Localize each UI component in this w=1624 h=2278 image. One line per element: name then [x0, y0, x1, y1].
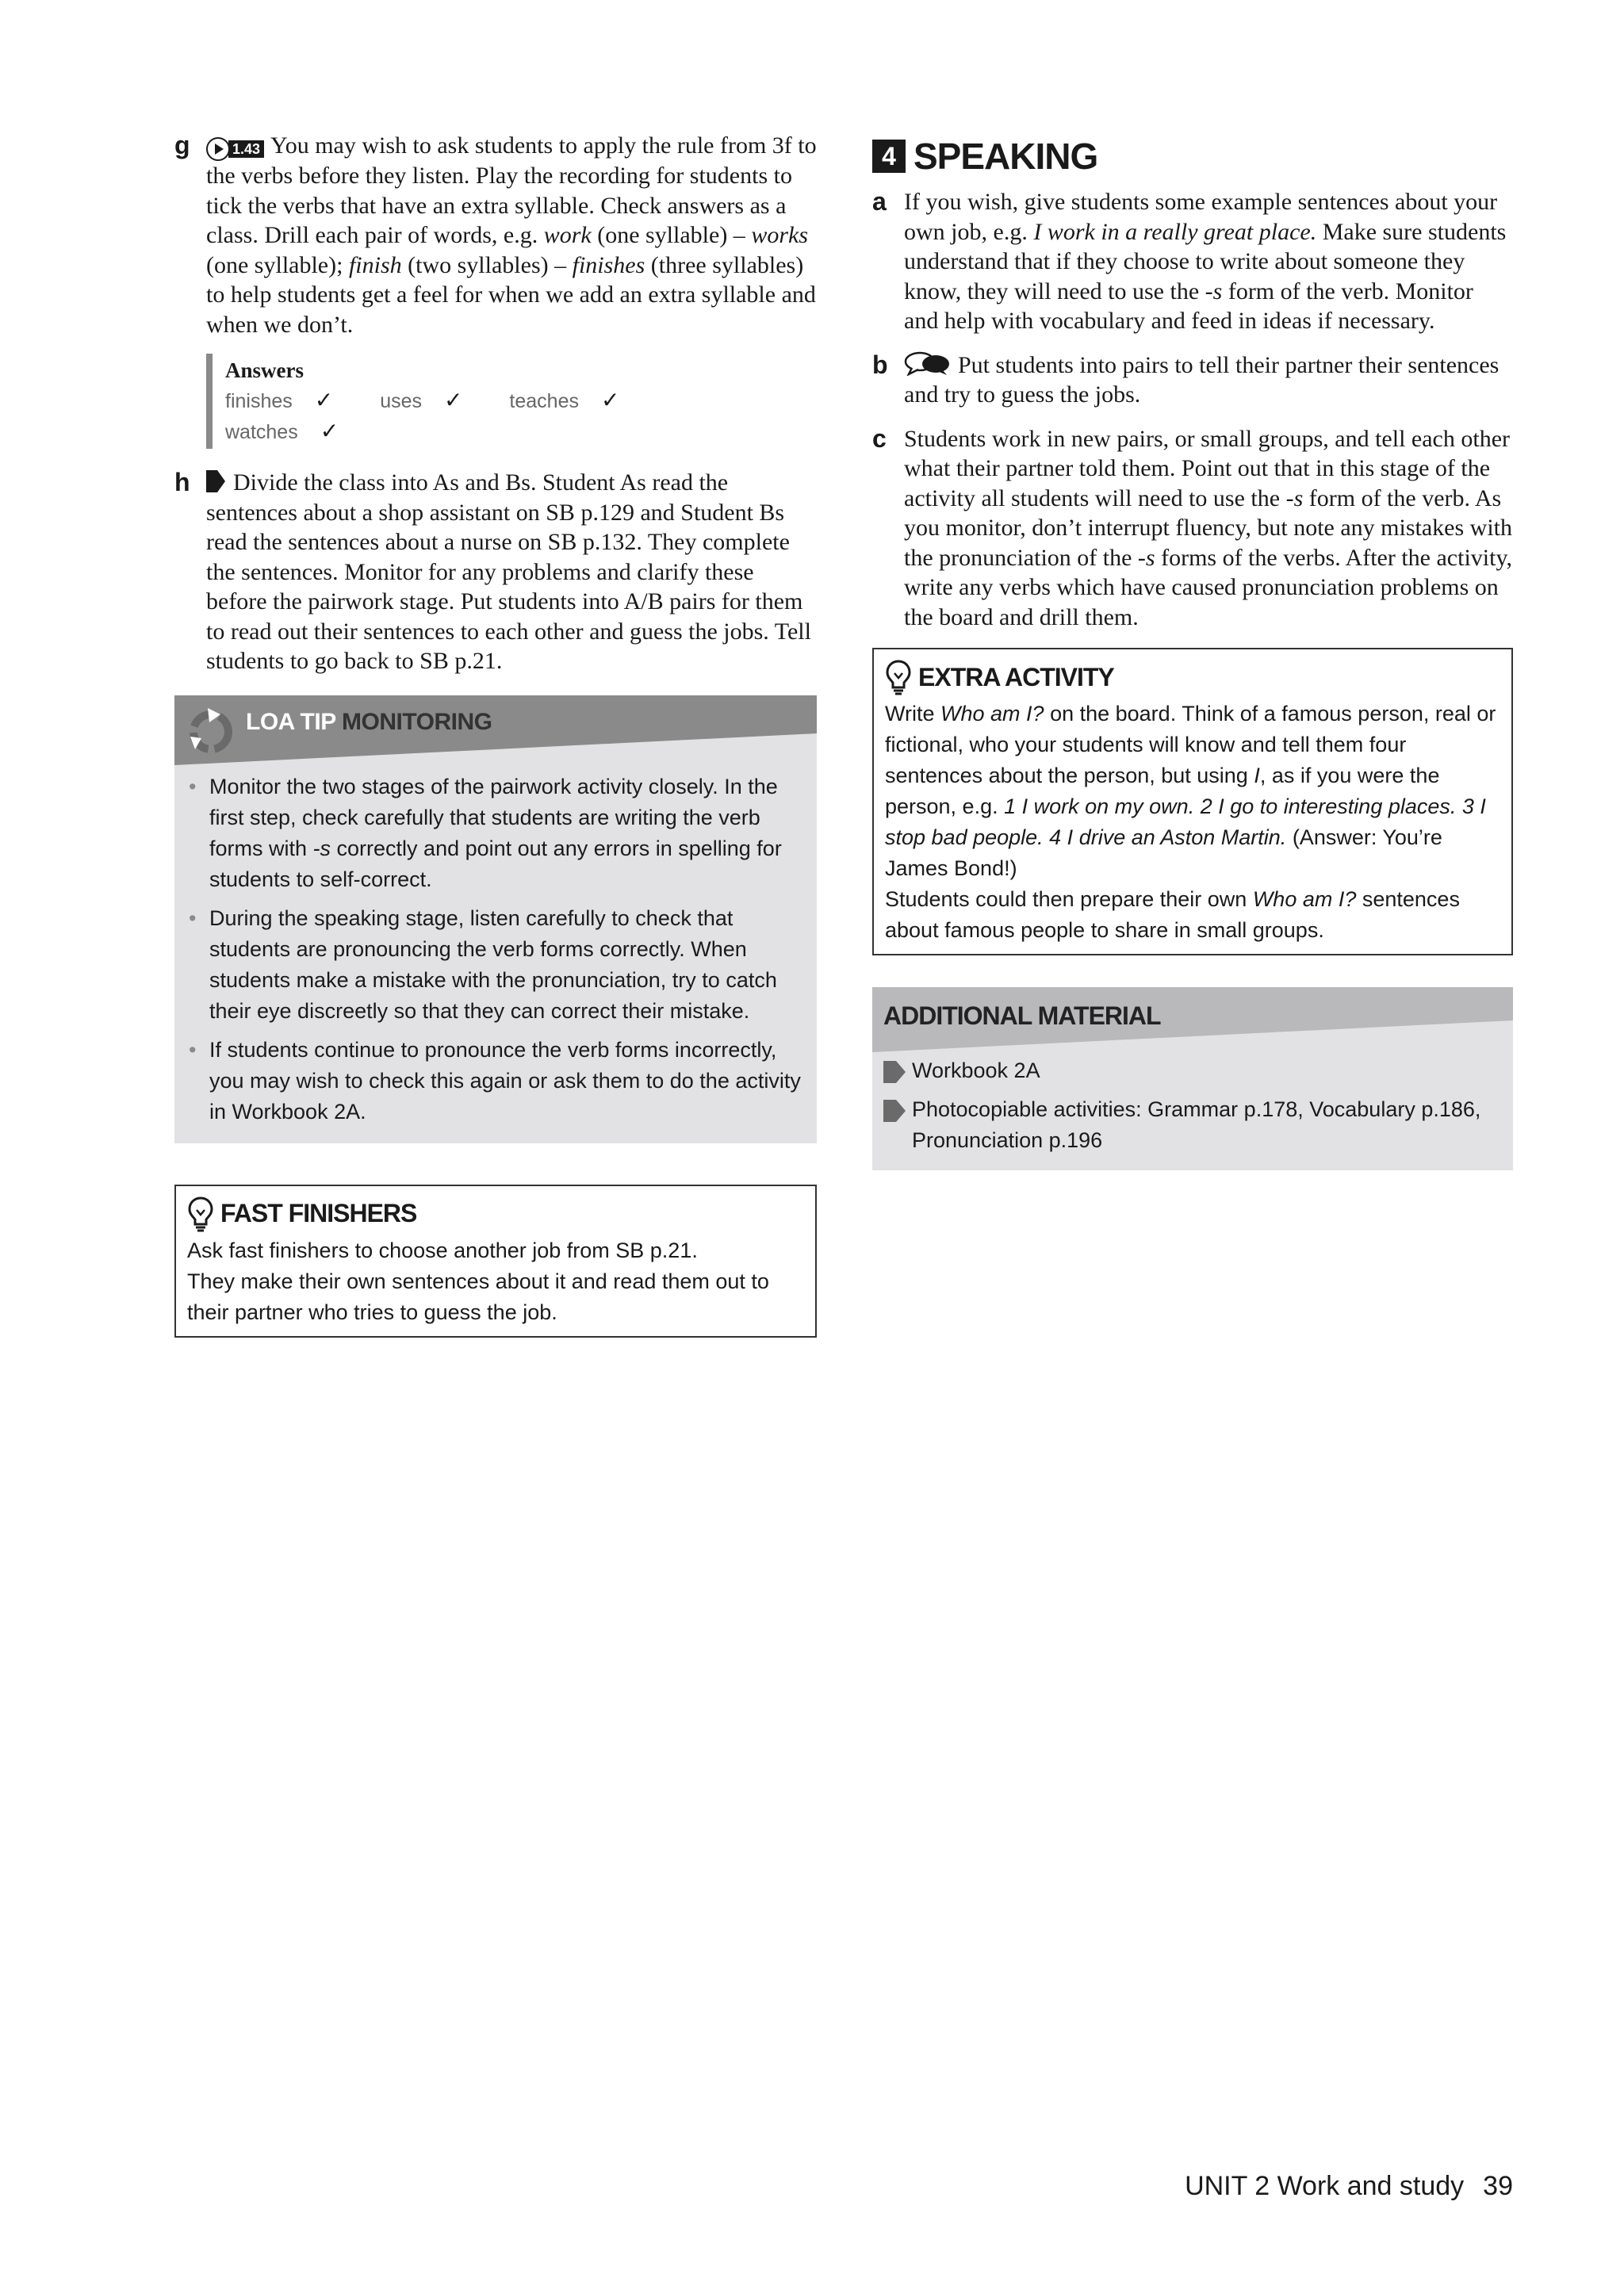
loa-bullet: • Monitor the two stages of the pairwork activity closely. In the first step, check carefully that students are writing the verb forms with -s correctly and point out any errors in spelling for students to self-correct. — [186, 771, 801, 895]
exercise-g — [174, 131, 817, 339]
audio-play-icon[interactable] — [206, 137, 264, 161]
tick-icon: ✓ — [320, 419, 339, 443]
example-word: works — [751, 222, 808, 248]
exercise-letter: g — [174, 131, 190, 159]
fast-finishers-line: Ask fast finishers to choose another job from SB p.21. — [187, 1238, 698, 1262]
exercise-text: Divide the class into As and Bs. Student As read the sentences about a shop assistant on SB p.129 and Student Bs read the sentences about a nurse on SB p.132. They complete the sentences. Monitor for any problems and clarify these before the pairwork stage. Put students into A/B pairs for them to read out their sentences to each other and guess the jobs. Tell students to go back to SB p.21. — [206, 469, 811, 674]
additional-material-text: Photocopiable activities: Grammar p.178, Vocabulary p.186, Pronunciation p.196 — [912, 1097, 1481, 1152]
example-sentence: I work in a really great place. — [1033, 218, 1317, 245]
tick-icon: ✓ — [314, 388, 334, 412]
exercise-text: (three syllables) to help students get a feel for when we add an extra syllable and when we don’t. — [206, 251, 816, 338]
exercise-a — [872, 187, 1513, 336]
exercise-text: Make sure students understand that if they choose to write about someone they know, they will need to use the — [904, 218, 1507, 304]
example-word: work — [543, 222, 592, 248]
loa-tip-body — [174, 765, 817, 1143]
answer-item: watches ✓ — [225, 419, 339, 443]
extra-activity-paragraph: Students could then prepare their own Who am I? sentences about famous people to share in small groups. — [885, 887, 1460, 942]
fast-finishers-box — [174, 1185, 817, 1338]
unit-title: UNIT 2 Work and study — [1185, 2171, 1465, 2201]
fast-finishers-title: FAST FINISHERS — [220, 1199, 417, 1227]
tick-icon: ✓ — [600, 388, 620, 412]
exercise-letter: b — [872, 350, 888, 379]
exercise-text: (two syllables) – — [401, 251, 573, 278]
answer-item: uses ✓ — [380, 388, 463, 412]
additional-material-item — [883, 1055, 1500, 1086]
lightbulb-icon — [187, 1196, 214, 1232]
right-column — [872, 135, 1513, 1170]
fast-finishers-text — [187, 1235, 804, 1328]
loa-tip-label: LOA TIP — [246, 708, 336, 735]
lightbulb-icon — [885, 659, 912, 695]
loa-bullet: • If students continue to pronounce the verb forms incorrectly, you may wish to check this again or ask them to do the activity in Workbook 2A. — [186, 1035, 801, 1128]
audio-track-number: 1.43 — [228, 140, 264, 158]
additional-material-text: Workbook 2A — [912, 1059, 1040, 1082]
section-number: 4 — [872, 140, 906, 173]
exercise-text: If you wish, give students some example sentences about your own job, e.g. — [904, 189, 1498, 245]
suffix: -s — [1285, 484, 1304, 511]
exercise-letter: c — [872, 423, 887, 453]
exercise-text: (one syllable) – — [591, 222, 752, 248]
left-column — [174, 131, 817, 1338]
arrow-tag-icon — [883, 1100, 906, 1122]
suffix: -s — [1205, 278, 1223, 304]
tick-icon: ✓ — [444, 388, 463, 412]
exercise-letter: h — [174, 468, 190, 496]
exercise-text: forms of the verbs. After the activity, write any verbs which have caused pronunciation problems on the board and drill them. — [904, 544, 1513, 630]
answers-box — [206, 354, 817, 449]
example-word: finishes — [572, 251, 645, 278]
additional-material-body — [872, 1052, 1513, 1170]
loa-tip-box — [174, 695, 817, 1143]
example-word: finish — [348, 251, 402, 278]
extra-activity-title: EXTRA ACTIVITY — [918, 662, 1114, 691]
extra-activity-text — [885, 699, 1500, 946]
exercise-text: form of the verb. Monitor and help with vocabulary and feed in ideas if necessary. — [904, 278, 1473, 334]
cycle-arrows-icon — [186, 705, 236, 756]
arrow-tag-icon — [883, 1061, 906, 1083]
additional-material-item — [883, 1094, 1500, 1156]
exercise-text: You may wish to ask students to apply the rule from 3f to the verbs before they listen. Play the recording for students to tick the verbs that have an extra syllable. Check answers as a class. Drill each pair of words, e.g. — [206, 132, 817, 248]
answers-title: Answers — [225, 358, 304, 382]
answer-item: teaches ✓ — [509, 388, 620, 412]
page-number: 39 — [1483, 2171, 1513, 2201]
answers-list — [225, 385, 817, 447]
extra-activity-paragraph: Write Who am I? on the board. Think of a famous person, real or fictional, who your students will know and tell them four sentences about the person, but using I, as if you were the person, e.g. 1 I work on my own. 2 I go to interesting places. 3 I stop bad people. 4 I drive an Aston Martin. (Answer: You’re James Bond!) — [885, 702, 1496, 880]
exercise-text: (one syllable); — [206, 251, 349, 278]
loa-tip-header — [174, 695, 817, 765]
writing-icon — [206, 470, 225, 492]
exercise-text: Students work in new pairs, or small groups, and tell each other what their partner told them. Point out that in this stage of the activity all students will need to use the — [904, 425, 1511, 511]
exercise-text: form of the verb. As you monitor, don’t interrupt fluency, but note any mistakes with the pronunciation of the — [904, 484, 1513, 571]
fast-finishers-header — [187, 1196, 804, 1232]
loa-tip-title — [246, 709, 492, 736]
exercise-b — [872, 350, 1513, 410]
additional-material-header — [872, 987, 1513, 1052]
loa-tip-topic: MONITORING — [342, 708, 492, 735]
section-title: SPEAKING — [914, 136, 1098, 177]
speaking-icon — [904, 350, 952, 376]
extra-activity-header — [885, 659, 1500, 695]
exercise-h — [174, 468, 817, 676]
additional-material-title: ADDITIONAL MATERIAL — [883, 1001, 1161, 1030]
suffix: -s — [1137, 544, 1155, 571]
fast-finishers-line: They make their own sentences about it and read them out to their partner who tries to guess the job. — [187, 1269, 769, 1324]
loa-bullet: • During the speaking stage, listen carefully to check that students are pronouncing the verb forms correctly. When students make a mistake with the pronunciation, try to catch their eye discreetly so that they can correct their mistake. — [186, 903, 801, 1027]
page-footer — [1110, 2171, 1513, 2202]
answer-item: finishes ✓ — [225, 388, 334, 412]
exercise-text: Put students into pairs to tell their partner their sentences and try to guess the jobs. — [904, 351, 1500, 408]
extra-activity-box — [872, 648, 1513, 955]
exercise-c — [872, 424, 1513, 633]
section-heading — [872, 135, 1513, 178]
additional-material-box — [872, 987, 1513, 1170]
exercise-letter: a — [872, 187, 887, 216]
